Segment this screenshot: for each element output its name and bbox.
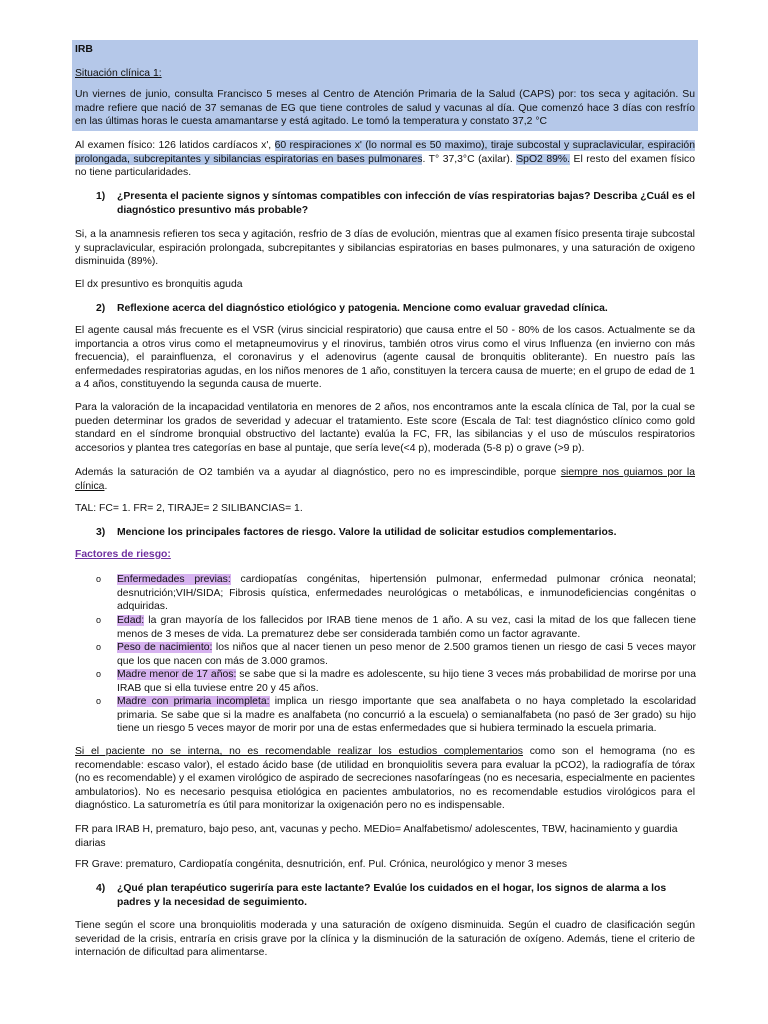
answer-2-p3-b: siempre nos guiamos por la clínica [75, 467, 695, 492]
question-4 [96, 882, 696, 909]
case-p1-b: Francisco 5 meses [217, 89, 307, 100]
risk-factor-item [96, 695, 696, 736]
case-p1-i: . Le tomó la temperatura y constato 37,2 °C [345, 116, 547, 128]
question-3-number: 3) [96, 527, 106, 538]
case-p1-c: al Centro de Atención Primaria de la Salud (CAPS) por: [306, 89, 581, 100]
risk-factor-label: Madre con primaria incompleta: [117, 696, 270, 707]
question-4-text: ¿Qué plan terapéutico sugeriría para este lactante? Evalúe los cuidados en el hogar, los signos de alarma a los padres y la necesidad de seguimiento. [117, 883, 667, 908]
risk-factors-heading [75, 548, 695, 562]
fr-irab-paragraph: FR para IRAB H, prematuro, bajo peso, ant, vacunas y pecho. MEDio= Analfabetismo/ adolescentes, TBW, hacinamiento y guardia diarias [75, 824, 678, 849]
question-3-text: Mencione los principales factores de riesgo. Valore la utilidad de solicitar estudios complementarios. [117, 527, 617, 538]
case-p2-e: El resto del examen físico no tiene particularidades. [75, 153, 695, 179]
answer-2-paragraph-1: El agente causal más frecuente es el VSR (virus sincicial respiratorio) que causa entre el 50 - 80% de los casos. Actualmente se da importancia a otros virus como el metapneumovirus y el rinovirus, también otros virus como el virus Influenza (en invierno con más frecuencia), el parainfluenza, el coronavirus y el adenovirus (agente causal de bronquitis obliterante). En nuestro país las enfermedades respiratorias agudas, en los niños menores de 1 año, constituyen la tercera causa de muerte; en el grupo de edad de 1 a 4 años, constituyendo la segunda causa de muerte. [75, 325, 695, 391]
answer-2-p3-a: Además la saturación de O2 también va a ayudar al diagnóstico, pero no es imprescindible, porque [75, 467, 561, 478]
risk-factor-text: implica un riesgo importante que sea analfabeta o no haya completado la escolaridad primaria. Se sabe que si la madre es analfabeta (no concurrió a la escuela) o semianalfabeta (no pasó de 3er grado) su hijo tiene un riesgo 5 veces mayor de morir por una de estas enfermedades que si hubiera terminado la escuela primaria. [117, 696, 697, 735]
risk-factor-label: Edad: [117, 615, 145, 626]
question-2 [96, 302, 696, 316]
case-paragraph-1 [75, 88, 695, 129]
risk-factor-text: cardiopatías congénitas, hipertensión pulmonar, enfermedad pulmonar crónica neonatal; desnutrición;VIH/SIDA; Fibrosis quística, enfermedades neurológicas o metabólicas, e inmunodeficiencias congénitas o adquiridas. [117, 574, 696, 613]
risk-factor-item [96, 573, 696, 614]
question-4-number: 4) [96, 883, 106, 894]
case-subtitle: Situación clínica 1: [75, 68, 162, 79]
bullet-icon: o [96, 642, 102, 652]
risk-factor-item [96, 641, 696, 668]
case-p2-c: . T° 37,3°C (axilar). [422, 153, 517, 165]
case-p2-d: SpO2 89%. [516, 153, 571, 165]
question-1-text: ¿Presenta el paciente signos y síntomas compatibles con infección de vías respiratorias bajas? Describa ¿Cuál es el diagnóstico presuntivo más probable? [117, 191, 696, 216]
bullet-icon: o [96, 669, 102, 679]
question-3 [96, 526, 696, 540]
case-p1-d: tos seca y agitación [580, 89, 676, 100]
risk-factor-text: los niños que al nacer tienen un peso menor de 2.500 gramos tienen un riesgo de casi 5 veces mayor que los que nacen con más de 3.000 gramos. [117, 642, 697, 667]
answer-4-paragraph-1: Tiene según el score una bronquiolitis moderada y una saturación de oxígeno disminuida. Según el cuadro de clasificación según severidad de la crisis, entraría en crisis grave por la clínica y la disminución de la saturación de oxígeno. Además, tiene el criterio de internación de dificultad para alimentarse. [75, 920, 695, 959]
answer-1-paragraph-1: Si, a la anamnesis refieren tos seca y agitación, resfrio de 3 días de evolución, mientras que al examen físico presenta tiraje subcostal y supraclavicular, espiración prolongada, subcrepitantes y sibilancias espiratorias en bases pulmonares, y una saturación de oxigeno disminuida (89%). [75, 229, 695, 268]
risk-factors-heading-text: Factores de riesgo: [75, 549, 171, 560]
bullet-icon: o [96, 696, 102, 706]
case-p1-h: hace 3 días con resfrío en las últimas horas le cuesta amamantarse y está agitado [75, 102, 695, 128]
case-p2-a: Al examen físico: 126 latidos cardíacos x', [75, 140, 275, 151]
case-p1-f: Su madre refiere que nació de 37 semanas de EG [75, 89, 695, 114]
studies-underlined: Si el paciente no se interna, no es recomendable realizar los estudios complementarios [75, 746, 523, 757]
question-1-number: 1) [96, 191, 106, 202]
answer-2-p3-c: . [104, 480, 108, 492]
studies-paragraph [75, 745, 695, 813]
case-paragraph-2 [75, 139, 695, 180]
risk-factor-label: Madre menor de 17 años: [117, 669, 237, 680]
risk-factor-item [96, 614, 696, 641]
risk-factor-text: la gran mayoría de los fallecidos por IRAB tiene menos de 1 año. A su vez, casi la mitad de los que fallecen tiene menos de 3 meses de vida. La prematurez debe ser considerada también como un factor agravante. [117, 615, 696, 640]
doc-title: IRB [75, 44, 93, 55]
tal-score: TAL: FC= 1. FR= 2, TIRAJE= 2 SILIBANCIAS= 1. [75, 503, 303, 514]
question-2-number: 2) [96, 303, 106, 314]
answer-2-paragraph-3 [75, 466, 695, 493]
answer-2-paragraph-2: Para la valoración de la incapacidad ventilatoria en menores de 2 años, nos encontramos ante la escala clínica de Tal, por la cual se pueden determinar los grados de severidad y adecuar el tratamiento. Este score (Escala de Tal: test diagnóstico clínico como gold standard en el síndrome bronquial obstructivo del lactante) evalúa la FC, FR, las sibilancias y el uso de músculos respiratorios accesorios y plantea tres categorías en base al puntaje, que sería leve(<4 p), moderada (5-8 p) o grave (>9 p). [75, 402, 695, 454]
question-1 [96, 190, 696, 217]
risk-factor-item [96, 668, 696, 695]
risk-factor-text: se sabe que si la madre es adolescente, su hijo tiene 3 veces más probabilidad de morirse por una IRAB que si ella tuviese entre 20 y 45 años. [117, 669, 696, 694]
question-2-text: Reflexione acerca del diagnóstico etiológico y patogenia. Mencione como evaluar gravedad clínica. [117, 303, 608, 314]
bullet-icon: o [96, 574, 102, 584]
risk-factor-label: Enfermedades previas: [117, 574, 231, 585]
fr-grave-paragraph: FR Grave: prematuro, Cardiopatía congénita, desnutrición, enf. Pul. Crónica, neurológico y menor 3 meses [75, 859, 568, 870]
case-p1-e: . [675, 89, 683, 100]
case-p1-g: que tiene controles de salud y vacunas al día. Que comenzó [295, 102, 587, 114]
risk-factor-label: Peso de nacimiento: [117, 642, 213, 653]
answer-1-paragraph-2: El dx presuntivo es bronquitis aguda [75, 279, 243, 290]
bullet-icon: o [96, 615, 102, 625]
studies-rest: como son el hemograma (no es recomendable: escaso valor), el estado ácido base (de utilidad en bronquiolitis severa para evaluar la pCO2), la radiografía de tórax (no es recomendable) y el examen virológico de aspirado de secreciones nasofaríngeas (no es necesaria, especialmente en pacientes ambulatorios). No es necesario pesquisa etiológica en pacientes ambulatorios, no es recomendable estudios virológicos para el diagnóstico. La saturometría es útil para monitorizar la oxigenación pero no es indispensable. [75, 746, 695, 812]
case-p1-a: Un viernes de junio, consulta [75, 89, 218, 100]
case-p2-b: 60 respiraciones x' (lo normal es 50 maximo), tiraje subcostal y supraclavicular, espiración prolongada, subcrepitantes y sibilancias espiratorias en bases pulmonares [75, 140, 695, 165]
